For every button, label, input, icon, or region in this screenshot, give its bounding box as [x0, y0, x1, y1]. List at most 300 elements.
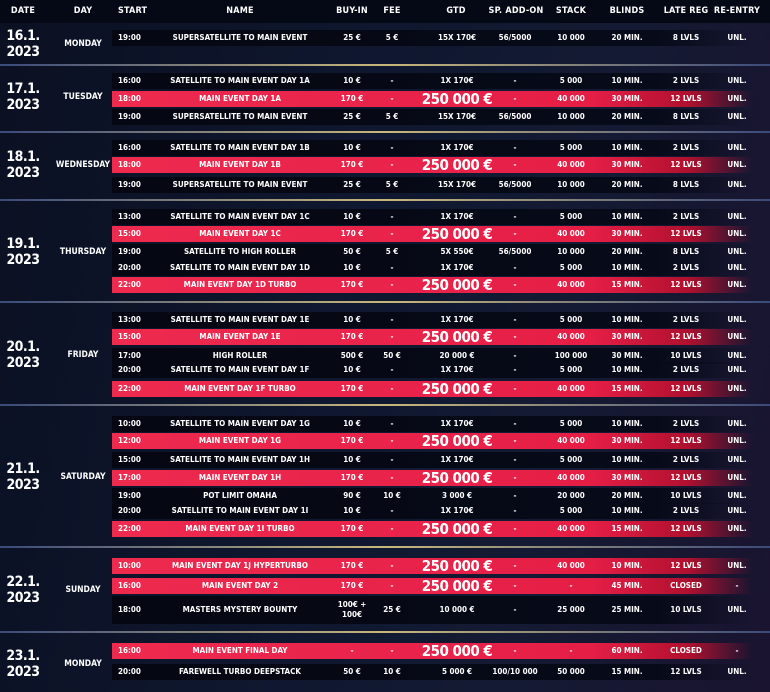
buy-in-cell: 10 €	[343, 365, 361, 374]
start-time: 16:00	[118, 76, 141, 85]
stack-cell: 10 000	[557, 112, 585, 121]
late-reg-cell: 2 LVLS	[672, 419, 700, 428]
re-entry-cell: UNL.	[727, 419, 747, 428]
guarantee-cell: 1X 170€	[440, 506, 474, 515]
group-divider	[0, 546, 770, 548]
blinds-cell: 20 MIN.	[611, 247, 643, 256]
add-on-cell: -	[513, 646, 517, 655]
add-on-cell: -	[513, 455, 517, 464]
buy-in-cell: 170 €	[340, 561, 364, 570]
fee-cell: -	[390, 473, 394, 482]
blinds-cell: 10 MIN.	[611, 143, 643, 152]
start-time: 13:00	[118, 212, 141, 221]
re-entry-cell: UNL.	[727, 332, 747, 341]
blinds-cell: 20 MIN.	[611, 491, 643, 500]
re-entry-cell: UNL.	[727, 180, 747, 189]
date-year: 2023	[6, 477, 40, 493]
tournament-row	[112, 73, 752, 89]
guarantee-cell: 250 000 €	[421, 520, 493, 538]
guarantee-cell: 250 000 €	[421, 642, 493, 660]
tournament-row	[112, 312, 752, 328]
stack-cell: 5 000	[559, 365, 583, 374]
tournament-row	[112, 521, 752, 537]
tournament-row	[112, 260, 752, 276]
start-time: 17:00	[118, 473, 141, 482]
start-time: 19:00	[118, 180, 141, 189]
tournament-row	[112, 643, 752, 659]
tournament-row	[112, 470, 752, 486]
header-re-entry: RE-ENTRY	[713, 6, 761, 16]
buy-in-cell: 10 €	[343, 263, 361, 272]
guarantee-cell: 5X 550€	[440, 247, 474, 256]
start-time: 20:00	[118, 506, 141, 515]
group-weekday: SUNDAY	[65, 585, 101, 595]
blinds-cell: 20 MIN.	[611, 180, 643, 189]
buy-in-cell: 170 €	[340, 524, 364, 533]
late-reg-cell: 12 LVLS	[670, 332, 702, 341]
re-entry-cell: UNL.	[727, 351, 747, 360]
blinds-cell: 10 MIN.	[611, 561, 643, 570]
buy-in-cell: 25 €	[343, 180, 361, 189]
stack-cell: 100 000	[554, 351, 588, 360]
event-name: MAIN EVENT DAY 1G	[198, 436, 282, 445]
fee-cell: -	[390, 524, 394, 533]
tournament-row	[112, 30, 752, 46]
date-year: 2023	[6, 355, 40, 371]
stack-cell: 5 000	[559, 455, 583, 464]
group-weekday: MONDAY	[64, 39, 102, 49]
header-late-reg: LATE REG	[663, 6, 709, 16]
fee-cell: -	[390, 280, 394, 289]
add-on-cell: 56/5000	[498, 112, 532, 121]
tournament-row	[112, 109, 752, 125]
late-reg-cell: 2 LVLS	[672, 212, 700, 221]
blinds-cell: 20 MIN.	[611, 33, 643, 42]
header-fee: FEE	[383, 6, 401, 16]
group-weekday: SATURDAY	[60, 472, 106, 482]
blinds-cell: 10 MIN.	[611, 315, 643, 324]
event-name: SATELLITE TO MAIN EVENT DAY 1F	[170, 365, 310, 374]
buy-in-cell: 10 €	[343, 419, 361, 428]
stack-cell: 10 000	[557, 180, 585, 189]
blinds-cell: 15 MIN.	[611, 280, 643, 289]
re-entry-cell: UNL.	[727, 229, 747, 238]
buy-in-cell: 170 €	[340, 332, 364, 341]
blinds-cell: 45 MIN.	[611, 581, 643, 590]
event-name: MAIN EVENT DAY 1I TURBO	[185, 524, 295, 533]
late-reg-cell: 12 LVLS	[670, 473, 702, 482]
re-entry-cell: UNL.	[727, 455, 747, 464]
group-weekday: THURSDAY	[59, 247, 107, 257]
group-date	[3, 81, 43, 113]
tournament-row	[112, 362, 752, 378]
event-name: MAIN EVENT DAY 1E	[199, 332, 281, 341]
start-time: 20:00	[118, 263, 141, 272]
buy-in-cell: 500 €	[340, 351, 364, 360]
late-reg-cell: 2 LVLS	[672, 365, 700, 374]
event-name: MASTERS MYSTERY BOUNTY	[182, 605, 298, 614]
start-time: 18:00	[118, 94, 141, 103]
date-day: 20.1.	[6, 339, 40, 355]
stack-cell: 50 000	[557, 667, 585, 676]
buy-in-cell: 90 €	[343, 491, 361, 500]
buy-in-cell: 50 €	[343, 667, 361, 676]
fee-cell: -	[390, 229, 394, 238]
blinds-cell: 10 MIN.	[611, 419, 643, 428]
fee-cell: -	[390, 332, 394, 341]
tournament-row	[112, 226, 752, 242]
buy-in-cell: 170 €	[340, 473, 364, 482]
tournament-row	[112, 578, 752, 594]
tournament-row	[112, 381, 752, 397]
event-name: SATELLITE TO MAIN EVENT DAY 1H	[170, 455, 310, 464]
header-gtd: GTD	[446, 6, 466, 16]
blinds-cell: 15 MIN.	[611, 667, 643, 676]
group-weekday: TUESDAY	[63, 92, 103, 102]
add-on-cell: -	[513, 160, 517, 169]
blinds-cell: 10 MIN.	[611, 365, 643, 374]
group-date	[3, 236, 43, 268]
date-year: 2023	[6, 664, 40, 680]
guarantee-cell: 15X 170€	[437, 112, 477, 121]
group-date	[3, 648, 43, 680]
fee-cell: -	[390, 384, 394, 393]
header-row	[0, 0, 770, 23]
add-on-cell: -	[513, 384, 517, 393]
late-reg-cell: 12 LVLS	[670, 524, 702, 533]
event-name: MAIN EVENT DAY 1B	[199, 160, 281, 169]
group-weekday: FRIDAY	[67, 350, 99, 360]
event-name: FAREWELL TURBO DEEPSTACK	[179, 667, 301, 676]
start-time: 22:00	[118, 280, 141, 289]
add-on-cell: -	[513, 436, 517, 445]
group-divider	[0, 64, 770, 66]
start-time: 18:00	[118, 605, 141, 614]
guarantee-cell: 1X 170€	[440, 212, 474, 221]
late-reg-cell: 12 LVLS	[670, 561, 702, 570]
blinds-cell: 60 MIN.	[611, 646, 643, 655]
event-name: POT LIMIT OMAHA	[203, 491, 277, 500]
fee-cell: -	[390, 581, 394, 590]
re-entry-cell: UNL.	[727, 365, 747, 374]
late-reg-cell: 8 LVLS	[672, 247, 700, 256]
start-time: 10:00	[118, 419, 141, 428]
guarantee-cell: 3 000 €	[441, 491, 473, 500]
group-weekday: WEDNESDAY	[55, 160, 111, 170]
event-name: MAIN EVENT FINAL DAY	[192, 646, 288, 655]
stack-cell: 40 000	[557, 229, 585, 238]
add-on-cell: -	[513, 263, 517, 272]
late-reg-cell: 8 LVLS	[672, 33, 700, 42]
guarantee-cell: 250 000 €	[421, 557, 493, 575]
stack-cell: 40 000	[557, 524, 585, 533]
event-name: SUPERSATELLITE TO MAIN EVENT	[172, 180, 308, 189]
guarantee-cell: 250 000 €	[421, 328, 493, 346]
fee-cell: 5 €	[385, 33, 399, 42]
guarantee-cell: 250 000 €	[421, 156, 493, 174]
blinds-cell: 25 MIN.	[611, 605, 643, 614]
late-reg-cell: 8 LVLS	[672, 112, 700, 121]
late-reg-cell: 12 LVLS	[670, 229, 702, 238]
re-entry-cell: UNL.	[727, 33, 747, 42]
late-reg-cell: 10 LVLS	[670, 491, 702, 500]
guarantee-cell: 20 000 €	[439, 351, 475, 360]
blinds-cell: 15 MIN.	[611, 524, 643, 533]
stack-cell: 40 000	[557, 332, 585, 341]
blinds-cell: 10 MIN.	[611, 263, 643, 272]
buy-in-cell: 170 €	[340, 160, 364, 169]
add-on-cell: -	[513, 351, 517, 360]
fee-cell: -	[390, 94, 394, 103]
start-time: 16:00	[118, 143, 141, 152]
stack-cell: 40 000	[557, 436, 585, 445]
re-entry-cell: UNL.	[727, 94, 747, 103]
blinds-cell: 10 MIN.	[611, 455, 643, 464]
stack-cell: 10 000	[557, 33, 585, 42]
fee-cell: -	[390, 365, 394, 374]
fee-cell: -	[390, 646, 394, 655]
re-entry-cell: UNL.	[727, 667, 747, 676]
stack-cell: 40 000	[557, 94, 585, 103]
re-entry-cell: UNL.	[727, 160, 747, 169]
add-on-cell: -	[513, 315, 517, 324]
re-entry-cell: UNL.	[727, 263, 747, 272]
event-name: MAIN EVENT DAY 1F TURBO	[184, 384, 296, 393]
late-reg-cell: 12 LVLS	[670, 384, 702, 393]
tournament-row	[112, 157, 752, 173]
buy-in-line: 100€	[341, 610, 363, 619]
header-start: START	[118, 6, 148, 16]
event-name: SATELLITE TO MAIN EVENT DAY 1G	[170, 419, 310, 428]
add-on-cell: -	[513, 419, 517, 428]
late-reg-cell: 12 LVLS	[670, 160, 702, 169]
stack-cell: 40 000	[557, 384, 585, 393]
add-on-cell: -	[513, 605, 517, 614]
fee-cell: -	[390, 212, 394, 221]
stack-cell: 40 000	[557, 160, 585, 169]
re-entry-cell: UNL.	[727, 384, 747, 393]
re-entry-cell: -	[735, 581, 739, 590]
header-date: DATE	[10, 6, 36, 16]
header-buy-in: BUY-IN	[336, 6, 368, 16]
tournament-row	[112, 140, 752, 156]
buy-in-cell: 25 €	[343, 33, 361, 42]
add-on-cell: -	[513, 524, 517, 533]
buy-in-cell: 10 €	[343, 506, 361, 515]
start-time: 13:00	[118, 315, 141, 324]
re-entry-cell: UNL.	[727, 473, 747, 482]
late-reg-cell: 12 LVLS	[670, 280, 702, 289]
tournament-row	[112, 596, 752, 624]
late-reg-cell: 2 LVLS	[672, 455, 700, 464]
guarantee-cell: 1X 170€	[440, 315, 474, 324]
add-on-cell: 100/10 000	[492, 667, 538, 676]
group-date	[3, 149, 43, 181]
start-time: 17:00	[118, 351, 141, 360]
blinds-cell: 30 MIN.	[611, 436, 643, 445]
fee-cell: -	[390, 561, 394, 570]
event-name: SATELLITE TO HIGH ROLLER	[183, 247, 297, 256]
buy-in-cell: 10 €	[343, 76, 361, 85]
stack-cell: 5 000	[559, 263, 583, 272]
start-time: 10:00	[118, 561, 141, 570]
buy-in-cell: 10 €	[343, 212, 361, 221]
group-divider	[0, 131, 770, 133]
re-entry-cell: -	[735, 646, 739, 655]
start-time: 12:00	[118, 436, 141, 445]
fee-cell: -	[390, 506, 394, 515]
guarantee-cell: 5 000 €	[441, 667, 473, 676]
fee-cell: -	[390, 160, 394, 169]
date-day: 18.1.	[6, 149, 40, 165]
start-time: 20:00	[118, 365, 141, 374]
group-date	[3, 28, 43, 60]
guarantee-cell: 1X 170€	[440, 76, 474, 85]
late-reg-cell: 12 LVLS	[670, 94, 702, 103]
add-on-cell: -	[513, 491, 517, 500]
tournament-row	[112, 433, 752, 449]
guarantee-cell: 15X 170€	[437, 33, 477, 42]
re-entry-cell: UNL.	[727, 436, 747, 445]
buy-in-cell: 170 €	[340, 436, 364, 445]
stack-cell: 5 000	[559, 506, 583, 515]
tournament-row	[112, 244, 752, 260]
fee-cell: 5 €	[385, 112, 399, 121]
start-time: 22:00	[118, 524, 141, 533]
guarantee-cell: 250 000 €	[421, 225, 493, 243]
guarantee-cell: 250 000 €	[421, 90, 493, 108]
late-reg-cell: CLOSED	[670, 581, 702, 590]
group-date	[3, 461, 43, 493]
add-on-cell: -	[513, 506, 517, 515]
start-time: 18:00	[118, 160, 141, 169]
header-day: DAY	[73, 6, 93, 16]
header-blinds: BLINDS	[609, 6, 645, 16]
stack-cell: 25 000	[557, 605, 585, 614]
guarantee-cell: 250 000 €	[421, 276, 493, 294]
group-divider	[0, 631, 770, 633]
fee-cell: 10 €	[383, 667, 401, 676]
add-on-cell: -	[513, 94, 517, 103]
re-entry-cell: UNL.	[727, 280, 747, 289]
event-name: MAIN EVENT DAY 1C	[199, 229, 281, 238]
re-entry-cell: UNL.	[727, 143, 747, 152]
fee-cell: -	[390, 455, 394, 464]
stack-cell: 5 000	[559, 143, 583, 152]
start-time: 19:00	[118, 33, 141, 42]
fee-cell: -	[390, 143, 394, 152]
tournament-row	[112, 452, 752, 468]
event-name: MAIN EVENT DAY 1A	[199, 94, 281, 103]
blinds-cell: 20 MIN.	[611, 112, 643, 121]
re-entry-cell: UNL.	[727, 212, 747, 221]
add-on-cell: 56/5000	[498, 180, 532, 189]
buy-in-cell: 10 €	[343, 455, 361, 464]
buy-in-cell	[338, 600, 367, 620]
late-reg-cell: CLOSED	[670, 646, 702, 655]
blinds-cell: 30 MIN.	[611, 473, 643, 482]
stack-cell: 5 000	[559, 315, 583, 324]
add-on-cell: -	[513, 332, 517, 341]
guarantee-cell: 250 000 €	[421, 380, 493, 398]
start-time: 19:00	[118, 247, 141, 256]
stack-cell: 40 000	[557, 280, 585, 289]
add-on-cell: -	[513, 473, 517, 482]
tournament-row	[112, 177, 752, 193]
guarantee-cell: 250 000 €	[421, 577, 493, 595]
date-year: 2023	[6, 252, 40, 268]
start-time: 15:00	[118, 229, 141, 238]
guarantee-cell: 10 000 €	[439, 605, 475, 614]
header-name: NAME	[226, 6, 254, 16]
date-day: 19.1.	[6, 236, 40, 252]
add-on-cell: -	[513, 76, 517, 85]
start-time: 20:00	[118, 667, 141, 676]
buy-in-cell: 10 €	[343, 315, 361, 324]
blinds-cell: 15 MIN.	[611, 384, 643, 393]
late-reg-cell: 10 LVLS	[670, 351, 702, 360]
late-reg-cell: 2 LVLS	[672, 143, 700, 152]
add-on-cell: -	[513, 143, 517, 152]
buy-in-cell: -	[350, 646, 354, 655]
stack-cell: -	[569, 646, 573, 655]
tournament-row	[112, 329, 752, 345]
start-time: 15:00	[118, 332, 141, 341]
fee-cell: -	[390, 76, 394, 85]
add-on-cell: 56/5000	[498, 33, 532, 42]
blinds-cell: 10 MIN.	[611, 76, 643, 85]
stack-cell: -	[569, 581, 573, 590]
late-reg-cell: 10 LVLS	[670, 605, 702, 614]
add-on-cell: -	[513, 561, 517, 570]
fee-cell: -	[390, 263, 394, 272]
blinds-cell: 10 MIN.	[611, 212, 643, 221]
start-time: 19:00	[118, 491, 141, 500]
stack-cell: 40 000	[557, 561, 585, 570]
add-on-cell: 56/5000	[498, 247, 532, 256]
add-on-cell: -	[513, 229, 517, 238]
event-name: HIGH ROLLER	[212, 351, 268, 360]
tournament-row	[112, 558, 752, 574]
buy-in-cell: 170 €	[340, 229, 364, 238]
late-reg-cell: 8 LVLS	[672, 180, 700, 189]
tournament-row	[112, 209, 752, 225]
re-entry-cell: UNL.	[727, 491, 747, 500]
event-name: SATELLITE TO MAIN EVENT DAY 1I	[171, 506, 309, 515]
late-reg-cell: 2 LVLS	[672, 76, 700, 85]
event-name: MAIN EVENT DAY 1D TURBO	[183, 280, 297, 289]
fee-cell: 5 €	[385, 247, 399, 256]
event-name: SATELLITE TO MAIN EVENT DAY 1D	[170, 263, 310, 272]
re-entry-cell: UNL.	[727, 315, 747, 324]
buy-in-cell: 10 €	[343, 143, 361, 152]
date-year: 2023	[6, 590, 40, 606]
date-day: 22.1.	[6, 574, 40, 590]
re-entry-cell: UNL.	[727, 561, 747, 570]
date-year: 2023	[6, 97, 40, 113]
group-divider	[0, 199, 770, 201]
tournament-row	[112, 416, 752, 432]
guarantee-cell: 250 000 €	[421, 469, 493, 487]
event-name: SATELLITE TO MAIN EVENT DAY 1B	[170, 143, 310, 152]
start-time: 16:00	[118, 646, 141, 655]
event-name: MAIN EVENT DAY 2	[201, 581, 279, 590]
re-entry-cell: UNL.	[727, 506, 747, 515]
fee-cell: 10 €	[383, 491, 401, 500]
start-time: 15:00	[118, 455, 141, 464]
tournament-row	[112, 503, 752, 519]
blinds-cell: 30 MIN.	[611, 351, 643, 360]
